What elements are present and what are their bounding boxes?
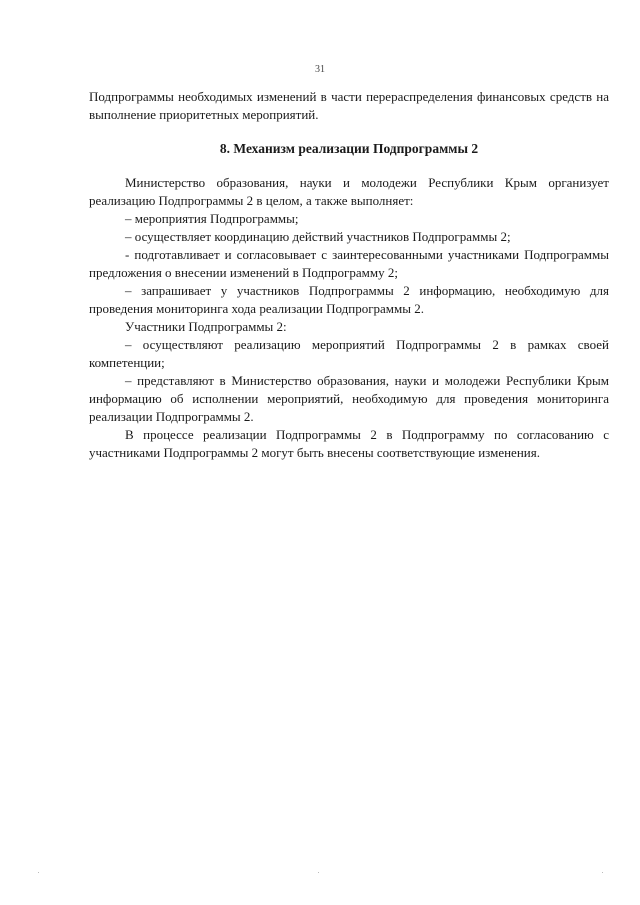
scan-artifact bbox=[38, 872, 39, 873]
scan-artifact bbox=[318, 872, 319, 873]
intro-paragraph: Подпрограммы необходимых изменений в части перераспределения финансовых средств на выполнение приоритетных мероприятий. bbox=[89, 89, 609, 122]
page-number: 31 bbox=[315, 64, 325, 75]
document-body bbox=[89, 88, 609, 462]
list-item-reporting: – представляют в Министерство образования, науки и молодежи Республики Крым информацию об исполнении мероприятий, необходимую для проведения мониторинга реализации Подпрограммы 2. bbox=[89, 373, 609, 424]
list-item-coordination: – осуществляет координацию действий участников Подпрограммы 2; bbox=[125, 229, 511, 244]
list-item-activities: – мероприятия Подпрограммы; bbox=[125, 211, 299, 226]
scan-artifact bbox=[602, 872, 603, 873]
paragraph-changes: В процессе реализации Подпрограммы 2 в Подпрограмму по согласованию с участниками Подпрограммы 2 могут быть внесены соответствующие изменения. bbox=[89, 427, 609, 460]
paragraph-participants: Участники Подпрограммы 2: bbox=[125, 319, 287, 334]
list-item-proposals: - подготавливает и согласовывает с заинтересованными участниками Подпрограммы предложения о внесении изменений в Подпрограмму 2; bbox=[89, 247, 609, 280]
list-item-monitoring-request: – запрашивает у участников Подпрограммы 2 информацию, необходимую для проведения мониторинга хода реализации Подпрограммы 2. bbox=[89, 283, 609, 316]
paragraph-ministry-role: Министерство образования, науки и молодежи Республики Крым организует реализацию Подпрограммы 2 в целом, а также выполняет: bbox=[89, 175, 609, 208]
list-item-implementation: – осуществляют реализацию мероприятий Подпрограммы 2 в рамках своей компетенции; bbox=[89, 337, 609, 370]
section-heading: 8. Механизм реализации Подпрограммы 2 bbox=[219, 141, 479, 156]
